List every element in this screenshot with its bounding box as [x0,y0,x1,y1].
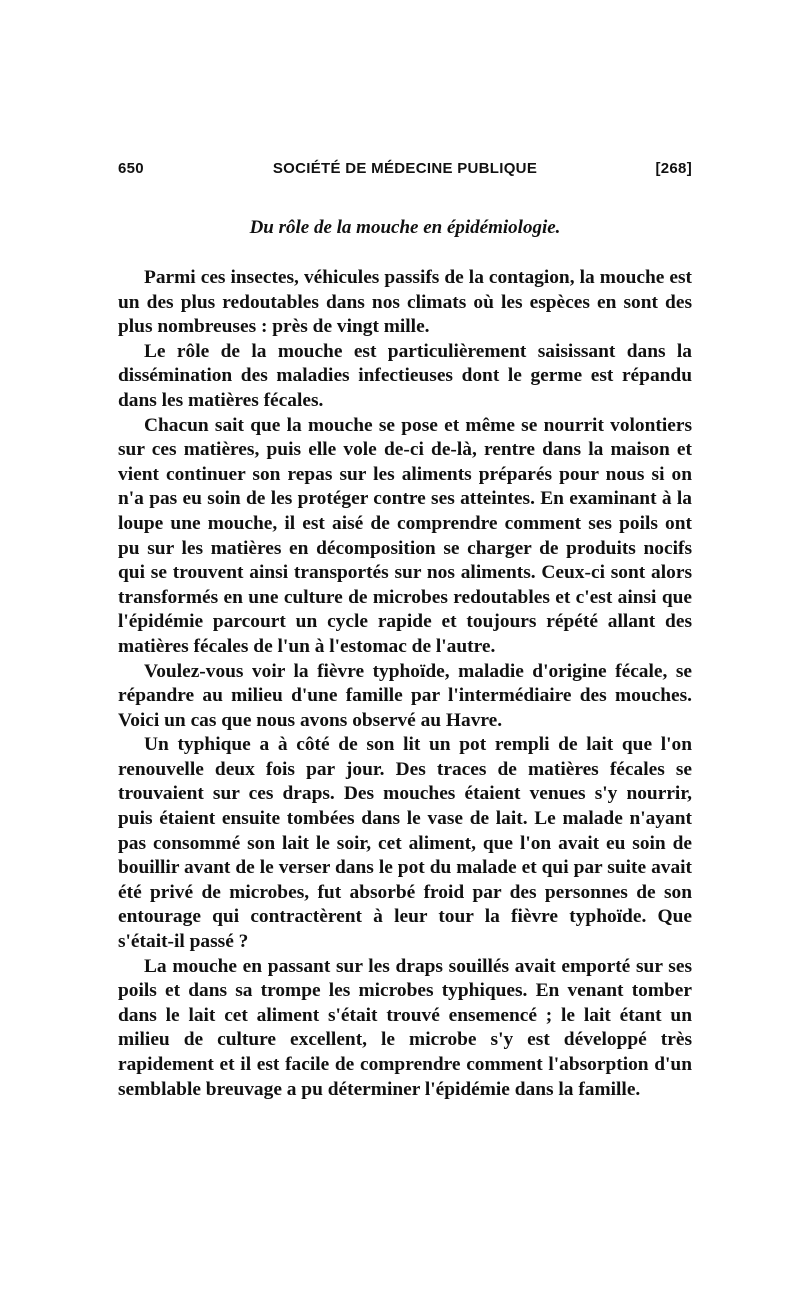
page-number: 650 [118,160,144,177]
paragraph: Parmi ces insectes, véhicules passifs de la contagion, la mouche est un des plus redoutables dans nos climats où les espèces en sont des plus nombreuses : près de vingt mille. [118,267,692,338]
running-title: SOCIÉTÉ DE MÉDECINE PUBLIQUE [272,160,538,177]
section-number: [268] [655,160,692,177]
paragraph: Le rôle de la mouche est particulièrement saisissant dans la dissémination des maladies infectieuses dont le germe est répandu dans les matières fécales. [118,340,692,411]
paragraph: Un typhique a à côté de son lit un pot rempli de lait que l'on renouvelle deux fois par jour. Des traces de matières fécales se trouvaient sur ces draps. Des mouches étaient venues s'y nourrir, puis étaient ensuite tombées dans le vase de lait. Le malade n'ayant pas consommé son lait le soir, cet aliment, que l'on avait eu soin de bouillir avant de le verser dans le pot du malade et qui par suite avait été privé de microbes, fut absorbé froid par des personnes de son entourage qui contractèrent à leur tour la fièvre typhoïde. Que s'était-il passé ? [118,734,692,953]
paragraph: La mouche en passant sur les draps souillés avait emporté sur ses poils et dans sa trompe les microbes typhiques. En venant tomber dans le lait cet aliment s'était trouvé ensemencé ; le lait étant un milieu de culture excellent, le microbe s'y est développé très rapidement et il est facile de comprendre comment l'absorption d'un semblable breuvage a pu déterminer l'épidémie dans la famille. [118,955,692,1100]
paragraph: Chacun sait que la mouche se pose et même se nourrit volontiers sur ces matières, puis elle vole de-ci de-là, rentre dans la maison et vient continuer son repas sur les aliments préparés pour nous si on n'a pas eu soin de les protéger contre ses atteintes. En examinant à la loupe une mouche, il est aisé de comprendre comment ses poils ont pu sur les matières en décomposition se charger de produits nocifs qui se trouvent ainsi transportés sur nos aliments. Ceux-ci sont alors transformés en une culture de microbes redoutables et c'est ainsi que l'épidémie parcourt un cycle rapide et toujours répété allant des matières fécales de l'un à l'estomac de l'autre. [118,414,692,657]
section-title: Du rôle de la mouche en épidémiologie. [249,217,561,238]
body-text [118,266,692,1102]
paragraph: Voulez-vous voir la fièvre typhoïde, maladie d'origine fécale, se répandre au milieu d'une famille par l'intermédiaire des mouches. Voici un cas que nous avons observé au Havre. [118,660,692,731]
running-header [118,160,692,186]
